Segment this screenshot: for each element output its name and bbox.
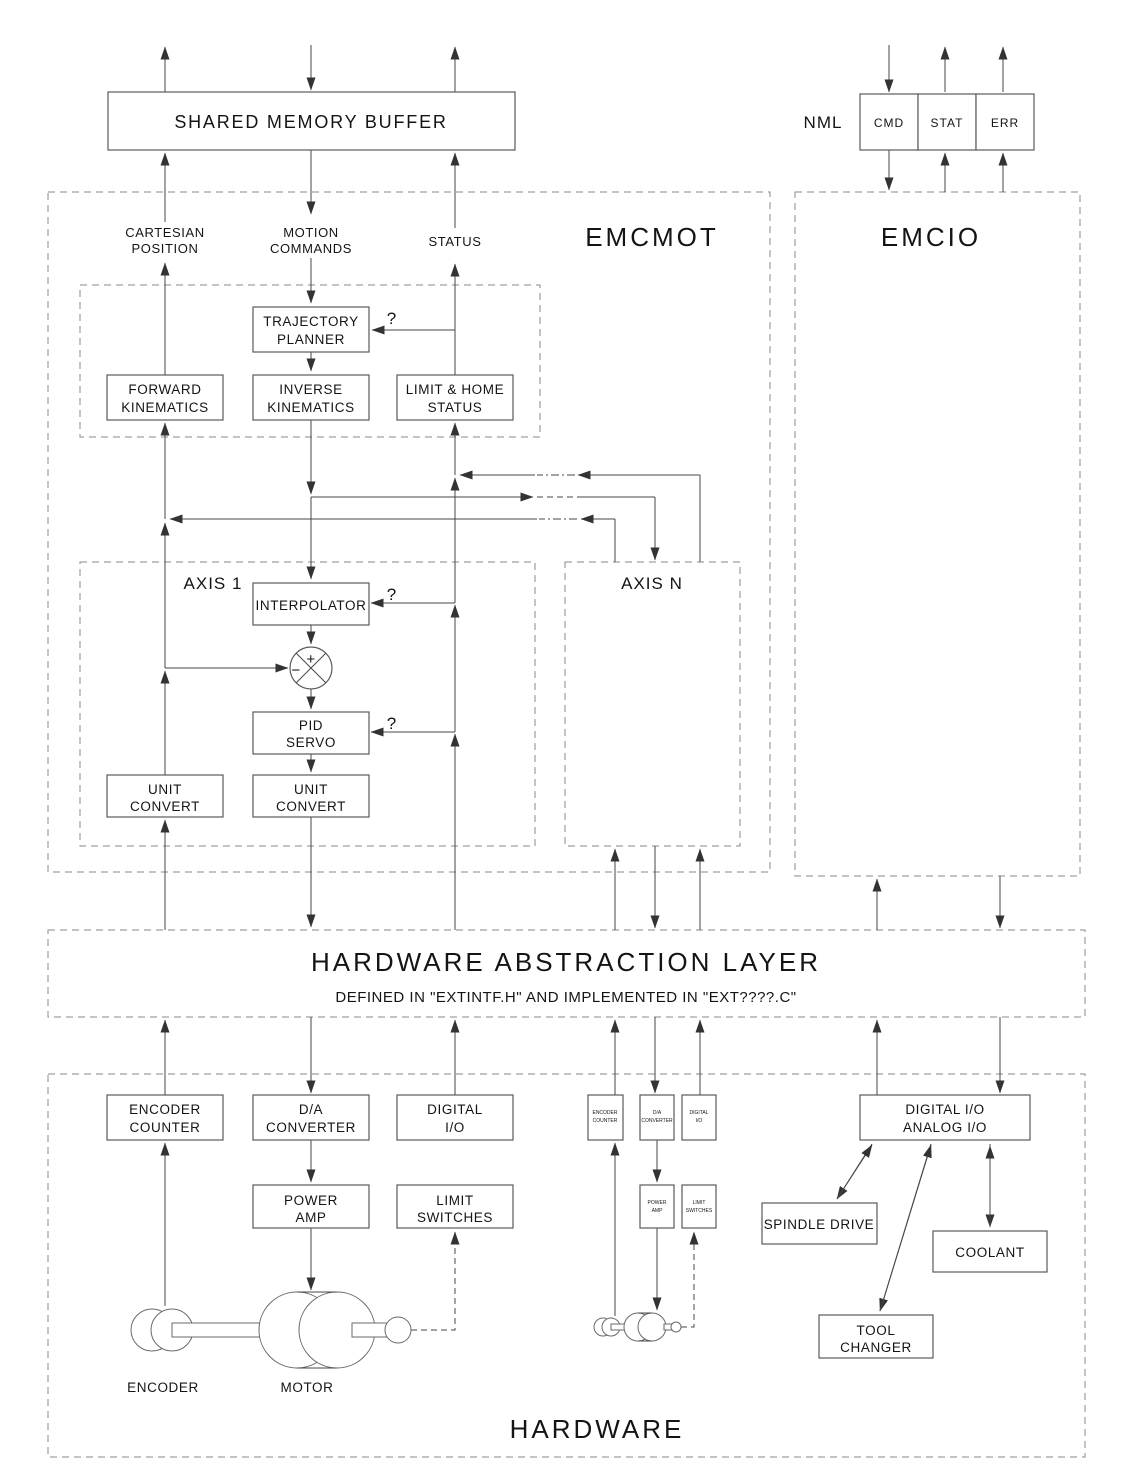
nml-stat-label: STAT <box>930 116 964 130</box>
small-power-amp-box <box>640 1185 674 1228</box>
nml-err-label: ERR <box>990 116 1020 130</box>
svg-text:AMP: AMP <box>295 1210 327 1225</box>
emcmot-title: EMCMOT <box>585 222 719 252</box>
encoder-motor-drawing <box>131 1292 411 1368</box>
emcmot-region <box>48 192 770 872</box>
svg-text:CONVERT: CONVERT <box>276 799 346 814</box>
emcio-region <box>795 192 1080 876</box>
svg-text:ANALOG I/O: ANALOG I/O <box>902 1120 988 1135</box>
motor-label: MOTOR <box>280 1380 334 1395</box>
svg-text:SWITCHES: SWITCHES <box>416 1210 494 1225</box>
svg-text:KINEMATICS: KINEMATICS <box>121 400 209 415</box>
pid-servo-label: PID <box>298 718 324 733</box>
motion-commands-label: MOTION <box>283 225 339 240</box>
interpolator-label: INTERPOLATOR <box>255 598 367 613</box>
small-power-amp-label: POWER <box>647 1200 667 1206</box>
svg-text:COUNTER: COUNTER <box>592 1118 618 1124</box>
hal-subtitle: DEFINED IN "EXTINTF.H" AND IMPLEMENTED IN "EXT????.C" <box>335 989 797 1006</box>
power-amp-label: POWER <box>283 1193 339 1208</box>
cartesian-position-label: CARTESIAN <box>125 225 205 240</box>
da-converter-label: D/A <box>298 1102 324 1117</box>
shared-memory-buffer-label: SHARED MEMORY BUFFER <box>174 112 448 132</box>
svg-text:CHANGER: CHANGER <box>840 1340 912 1355</box>
small-encoder-motor-drawing <box>594 1313 681 1341</box>
axisn-region <box>565 562 740 846</box>
axis1-title: AXIS 1 <box>183 574 243 593</box>
svg-text:SWITCHES: SWITCHES <box>685 1208 713 1214</box>
tool-changer-label: TOOL <box>856 1323 896 1338</box>
axisn-title: AXIS N <box>621 574 683 593</box>
status-label: STATUS <box>428 234 482 249</box>
svg-text:CONVERTER: CONVERTER <box>266 1120 356 1135</box>
encoder-label: ENCODER <box>127 1380 199 1395</box>
nml-cmd-label: CMD <box>873 116 905 130</box>
hal-title: HARDWARE ABSTRACTION LAYER <box>311 947 821 977</box>
svg-text:CONVERT: CONVERT <box>130 799 200 814</box>
svg-text:POSITION: POSITION <box>131 241 199 256</box>
svg-text:PLANNER: PLANNER <box>277 332 345 347</box>
forward-kinematics-label: FORWARD <box>128 382 202 397</box>
svg-text:STATUS: STATUS <box>427 400 483 415</box>
svg-text:KINEMATICS: KINEMATICS <box>267 400 355 415</box>
unit-convert-mid-label: UNIT <box>294 782 328 797</box>
encoder-counter-label: ENCODER <box>129 1102 201 1117</box>
small-limit-switches-label: LIMIT <box>692 1200 706 1206</box>
question-mark-tp: ? <box>386 309 398 328</box>
nml-label: NML <box>803 113 843 132</box>
small-limit-switches-box <box>682 1185 716 1228</box>
diagram-boxes <box>107 92 1047 1358</box>
small-da-converter-label: D/A <box>652 1110 662 1116</box>
limit-switches-label: LIMIT <box>436 1193 474 1208</box>
svg-text:I/O: I/O <box>695 1118 703 1124</box>
digital-analog-io-label: DIGITAL I/O <box>905 1102 985 1117</box>
question-mark-interpolator: ? <box>386 585 398 604</box>
svg-text:CONVERTER: CONVERTER <box>641 1118 673 1124</box>
svg-text:COUNTER: COUNTER <box>129 1120 201 1135</box>
hardware-title: HARDWARE <box>509 1414 685 1444</box>
svg-text:I/O: I/O <box>445 1120 465 1135</box>
shaft-drawing <box>172 1323 262 1337</box>
coolant-label: COOLANT <box>955 1245 1025 1260</box>
digital-io-label: DIGITAL <box>427 1102 483 1117</box>
spindle-drive-label: SPINDLE DRIVE <box>763 1217 875 1232</box>
sum-plus-sign: + <box>306 651 316 668</box>
emcio-title: EMCIO <box>880 222 982 252</box>
trajectory-planner-label: TRAJECTORY <box>263 314 359 329</box>
limit-home-status-label: LIMIT & HOME <box>405 382 505 397</box>
question-mark-pid: ? <box>386 714 398 733</box>
small-encoder-counter-label: ENCODER <box>592 1110 618 1116</box>
inverse-kinematics-label: INVERSE <box>279 382 343 397</box>
sum-minus-sign: − <box>291 662 301 679</box>
svg-text:AMP: AMP <box>651 1208 663 1214</box>
svg-text:COMMANDS: COMMANDS <box>269 241 353 256</box>
unit-convert-left-label: UNIT <box>148 782 182 797</box>
small-digital-io-label: DIGITAL <box>689 1110 709 1116</box>
svg-text:SERVO: SERVO <box>285 735 337 750</box>
